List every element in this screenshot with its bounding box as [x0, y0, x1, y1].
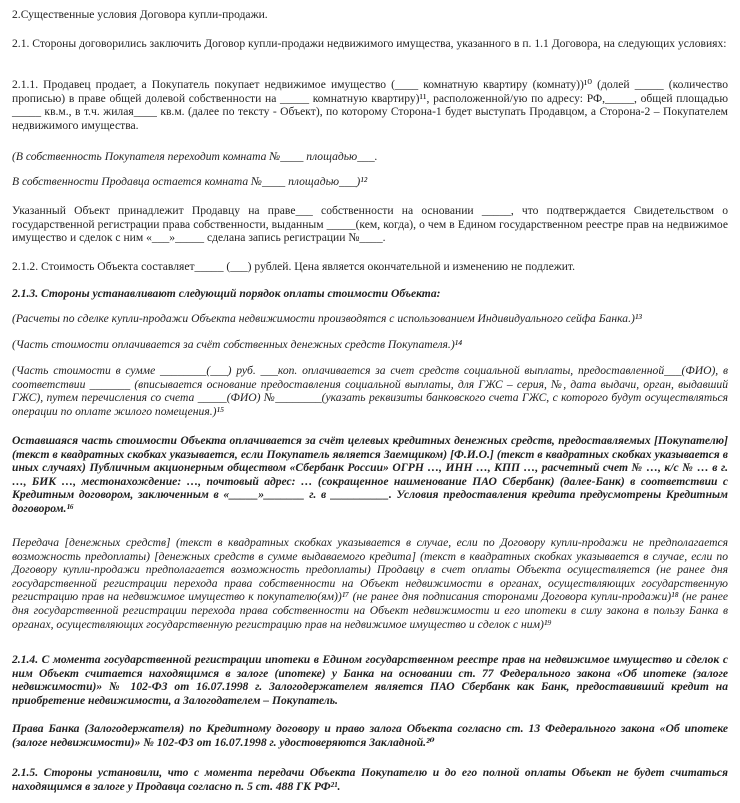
section-title: 2.Существенные условия Договора купли-продажи.: [12, 8, 268, 21]
paragraph-2-1-5: 2.1.5. Стороны установили, что с момента передачи Объекта Покупателю и до его полной оплаты Объект не будет считаться находящимся в залоге у Продавца согласно п. 5 ст. 488 ГК РФ²¹.: [12, 766, 728, 793]
paragraph-buyer-room: (В собственность Покупателя переходит комната №____ площадью___.: [12, 150, 378, 163]
paragraph-2-1-2: 2.1.2. Стоимость Объекта составляет_____ (___) рублей. Цена является окончательной и изменению не подлежит.: [12, 260, 576, 273]
paragraph-safe-deposit: (Расчеты по сделке купли-продажи Объекта недвижимости производятся с использованием Индивидуального сейфа Банка.)¹³: [12, 312, 642, 325]
paragraph-2-1-4: 2.1.4. С момента государственной регистрации ипотеки в Едином государственном реестре прав на недвижимое имущество и сделок с ним Объект считается находящимся в залоге (ипотеке) у Банка на основании ст. 77 Федерального закона «Об ипотеке (залоге недвижимости)» № 102-ФЗ от 16.07.1998 г. Залогодержателем является ПАО Сбербанк как Банк, предоставивший кредит на приобретение недвижимости, а Залогодателем – Покупатель.: [12, 653, 728, 707]
paragraph-seller-room: В собственности Продавца остается комната №____ площадью___)¹²: [12, 175, 368, 188]
paragraph-2-1: 2.1. Стороны договорились заключить Договор купли-продажи недвижимого имущества, указанного в п. 1.1 Договора, на следующих условиях:: [12, 37, 727, 50]
paragraph-funds-transfer: Передача [денежных средств] (текст в квадратных скобках указывается в случае, если по Договору купли-продажи не предполагается возможность предоплаты) [денежных средств в сумме выдаваемого кредита] (текст в квадратных скобках указывается в случае, если по Договору купли-продажи предполагается возможность предоплаты) Продавцу в счет оплаты Объекта осуществляется (не ранее дня государственной регистрации перехода права собственности на Объект недвижимости в органах, осуществляющих государственную регистрацию прав на недвижимое имущество к покупателю(ям))¹⁷ (не ранее дня подписания сторонами Договора купли-продажи)¹⁸ (не ранее дня государственной регистрации перехода права собственности на Объект недвижимости и его ипотеки в силу закона в пользу Банка в органах, осуществляющих государственную регистрацию прав на недвижимое имущество и сделок с ним)¹⁹: [12, 536, 728, 631]
paragraph-object-ownership: Указанный Объект принадлежит Продавцу на праве___ собственности на основании _____, что подтверждается Свидетельством о государственной регистрации права собственности, выданным _____(кем, когда), о чем в Едином государственном реестре прав на недвижимое имущество и сделок с ним «___»_____ сделана запись регистрации №____.: [12, 204, 728, 245]
paragraph-social-payment: (Часть стоимости в сумме ________(___) руб. ___коп. оплачивается за счет средств социальной выплаты, предоставленной___(ФИО), в соответствии _______ (вписывается основание предоставления социальной выплаты, для ГЖС – серия, №, дата выдачи, орган, выдавший ГЖС), путем перечисления со счета _____(ФИО) №________(указать реквизиты банковского счета ГЖС, с которого будут осуществляться операции по оплате жилого помещения.)¹⁵: [12, 364, 728, 418]
paragraph-2-1-3: 2.1.3. Стороны устанавливают следующий порядок оплаты стоимости Объекта:: [12, 287, 441, 300]
paragraph-own-funds: (Часть стоимости оплачивается за счёт собственных денежных средств Покупателя.)¹⁴: [12, 338, 463, 351]
paragraph-credit-funds: Оставшаяся часть стоимости Объекта оплачивается за счёт целевых кредитных денежных средств, предоставляемых [Покупателю] (текст в квадратных скобках указывается, если Покупатель является Заемщиком) [Ф.И.О.] (текст в квадратных скобках указывается в иных случаях) Публичным акционерным обществом «Сбербанк России» ОГРН …, ИНН …, КПП …, расчетный счет № …, к/с № … в г. …, БИК …, местонахождение: …, почтовый адрес: … (сокращенное наименование ПАО Сбербанк) (далее-Банк) в соответствии с Кредитным договором, заключенным в «_____»_______ г. в __________. Условия предоставления кредита предусмотрены Кредитным договором.¹⁶: [12, 434, 728, 515]
paragraph-bank-rights: Права Банка (Залогодержателя) по Кредитному договору и право залога Объекта согласно ст. 13 Федерального закона «Об ипотеке (залоге недвижимости)» № 102-ФЗ от 16.07.1998 г. удостоверяются Закладной.²⁰: [12, 722, 728, 749]
paragraph-2-1-1: 2.1.1. Продавец продает, а Покупатель покупает недвижимое имущество (____ комнатную квартиру (комнату))¹⁰ (долей _____ (количество прописью) в праве общей долевой собственности на _____ комнатную квартиру)¹¹, расположенной/ую по адресу: РФ,_____, общей площадью _____ кв.м., в т.ч. жилая____ кв.м. (далее по тексту - Объект), по которому Сторона-1 будет выступать Продавцом, а Сторона-2 – Покупателем недвижимого имущества.: [12, 78, 728, 132]
